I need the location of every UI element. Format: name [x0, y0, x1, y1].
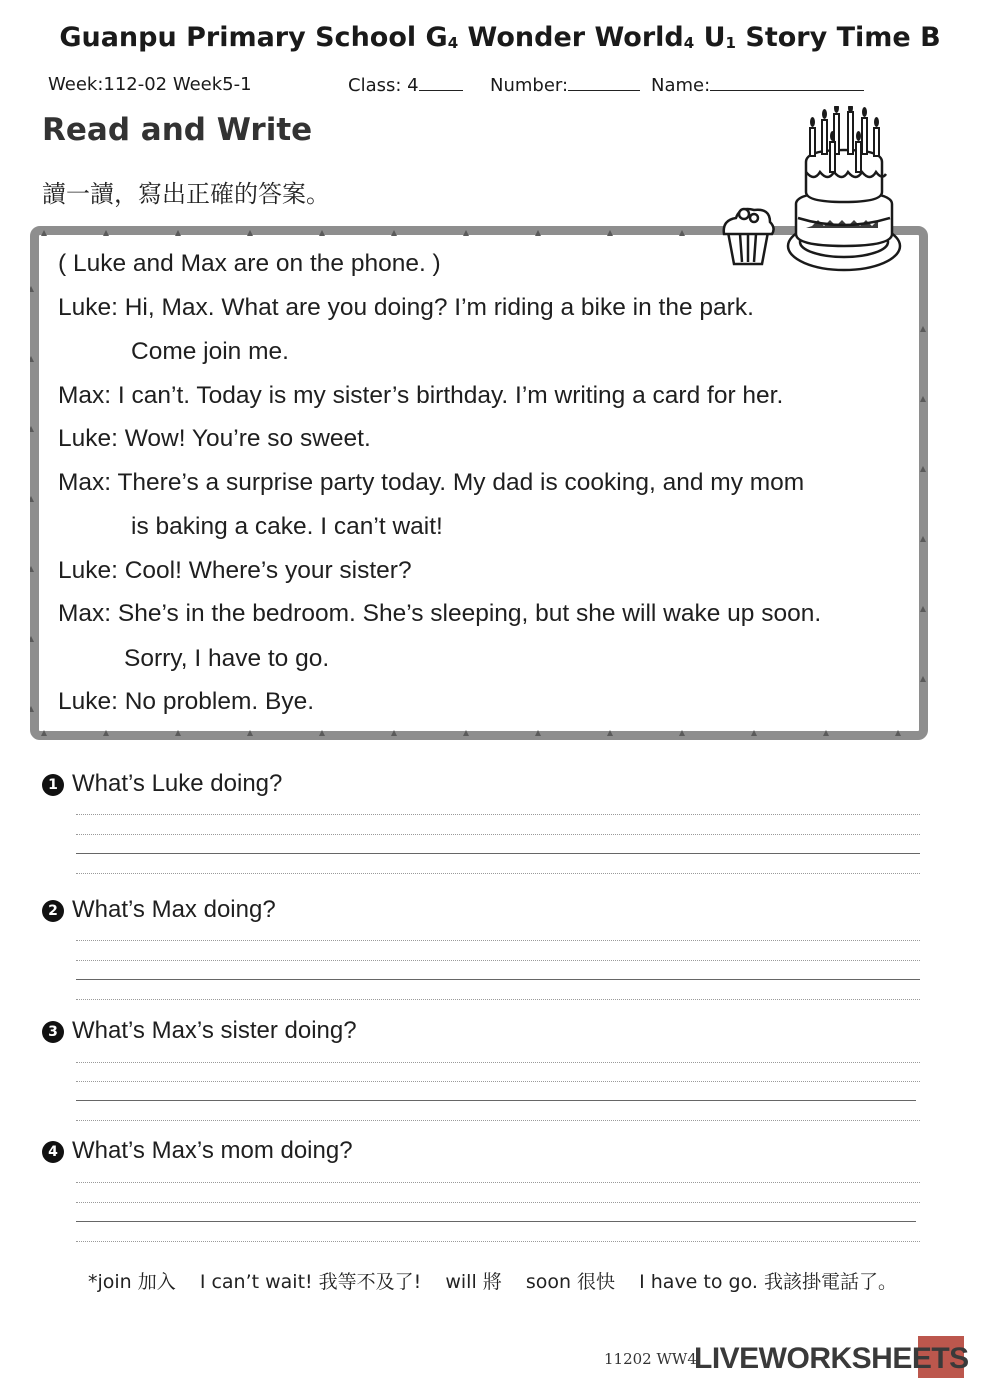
answer-guide-line — [76, 1241, 920, 1242]
question-number: 1 — [42, 774, 64, 796]
question-number: 3 — [42, 1021, 64, 1043]
question-text: What’s Max’s sister doing? — [72, 1017, 357, 1044]
answer-guide-line — [76, 940, 920, 941]
week-label: Week:112-02 Week5-1 — [48, 74, 252, 95]
title-part: Wonder World — [458, 22, 684, 53]
dialogue-line: is baking a cake. I can’t wait! — [131, 513, 443, 540]
instruction: 讀一讀，寫出正確的答案。 — [42, 180, 330, 208]
question-text: What’s Max doing? — [72, 896, 276, 923]
question-text: What’s Luke doing? — [72, 770, 283, 797]
title-part: U — [694, 22, 726, 53]
glossary — [88, 1267, 915, 1294]
glossary-item: I can’t wait! 我等不及了! — [199, 1271, 422, 1293]
number-field — [490, 74, 640, 96]
liveworksheets-logo[interactable]: LIVEWORKSHEETS — [694, 1342, 969, 1375]
title-part: Story Time B — [735, 22, 941, 53]
class-label: Class: 4 — [348, 75, 419, 96]
answer-guide-line — [76, 1062, 920, 1063]
answer-line-2[interactable] — [76, 979, 920, 980]
dialogue-line: ( Luke and Max are on the phone. ) — [58, 250, 441, 277]
question-text: What’s Max’s mom doing? — [72, 1137, 353, 1164]
worksheet-title — [0, 22, 1000, 53]
number-label: Number: — [490, 75, 569, 96]
answer-line-4[interactable] — [76, 1221, 916, 1222]
glossary-item: *join 加入 — [88, 1271, 176, 1293]
answer-guide-line — [76, 960, 920, 961]
question-number: 2 — [42, 900, 64, 922]
dialogue-line: Luke: Wow! You’re so sweet. — [58, 425, 371, 452]
dialogue-line: Luke: Hi, Max. What are you doing? I’m riding a bike in the park. — [58, 294, 754, 321]
dialogue-line: Max: She’s in the bedroom. She’s sleeping, but she will wake up soon. — [58, 600, 822, 627]
answer-guide-line — [76, 1081, 920, 1082]
class-field — [348, 74, 463, 96]
dialogue-line: Max: There’s a surprise party today. My dad is cooking, and my mom — [58, 469, 805, 496]
section-heading: Read and Write — [42, 112, 313, 148]
glossary-item: will 將 — [445, 1271, 502, 1293]
dialogue-line: Sorry, I have to go. — [124, 645, 330, 672]
question-1 — [42, 770, 282, 798]
title-part: Guanpu Primary School G — [59, 22, 448, 53]
answer-guide-line — [76, 873, 920, 874]
name-field — [651, 74, 864, 96]
answer-line-3[interactable] — [76, 1100, 916, 1101]
name-blank[interactable] — [710, 74, 864, 91]
question-number: 4 — [42, 1141, 64, 1163]
dialogue-line: Luke: No problem. Bye. — [58, 688, 315, 715]
title-sub: 4 — [683, 34, 695, 52]
answer-guide-line — [76, 1202, 920, 1203]
title-sub: 1 — [725, 34, 736, 52]
question-3 — [42, 1017, 357, 1045]
number-blank[interactable] — [568, 74, 640, 91]
cupcake-icon — [720, 196, 776, 268]
glossary-item: I have to go. 我該掛電話了。 — [639, 1271, 897, 1293]
question-4 — [42, 1137, 353, 1165]
dialogue-line: Luke: Cool! Where’s your sister? — [58, 557, 412, 584]
dialogue-line: Come join me. — [131, 338, 289, 365]
question-2 — [42, 896, 276, 924]
dialogue-line: Max: I can’t. Today is my sister’s birthday. I’m writing a card for her. — [58, 382, 784, 409]
answer-guide-line — [76, 1182, 920, 1183]
answer-guide-line — [76, 999, 920, 1000]
answer-guide-line — [76, 1120, 920, 1121]
glossary-item: soon 很快 — [525, 1271, 616, 1293]
answer-guide-line — [76, 814, 920, 815]
answer-line-1[interactable] — [76, 853, 920, 854]
answer-guide-line — [76, 834, 920, 835]
class-blank[interactable] — [419, 74, 463, 91]
name-label: Name: — [651, 75, 711, 96]
title-sub: 4 — [447, 34, 459, 52]
footer-code: 11202 WW4 — [604, 1350, 697, 1368]
